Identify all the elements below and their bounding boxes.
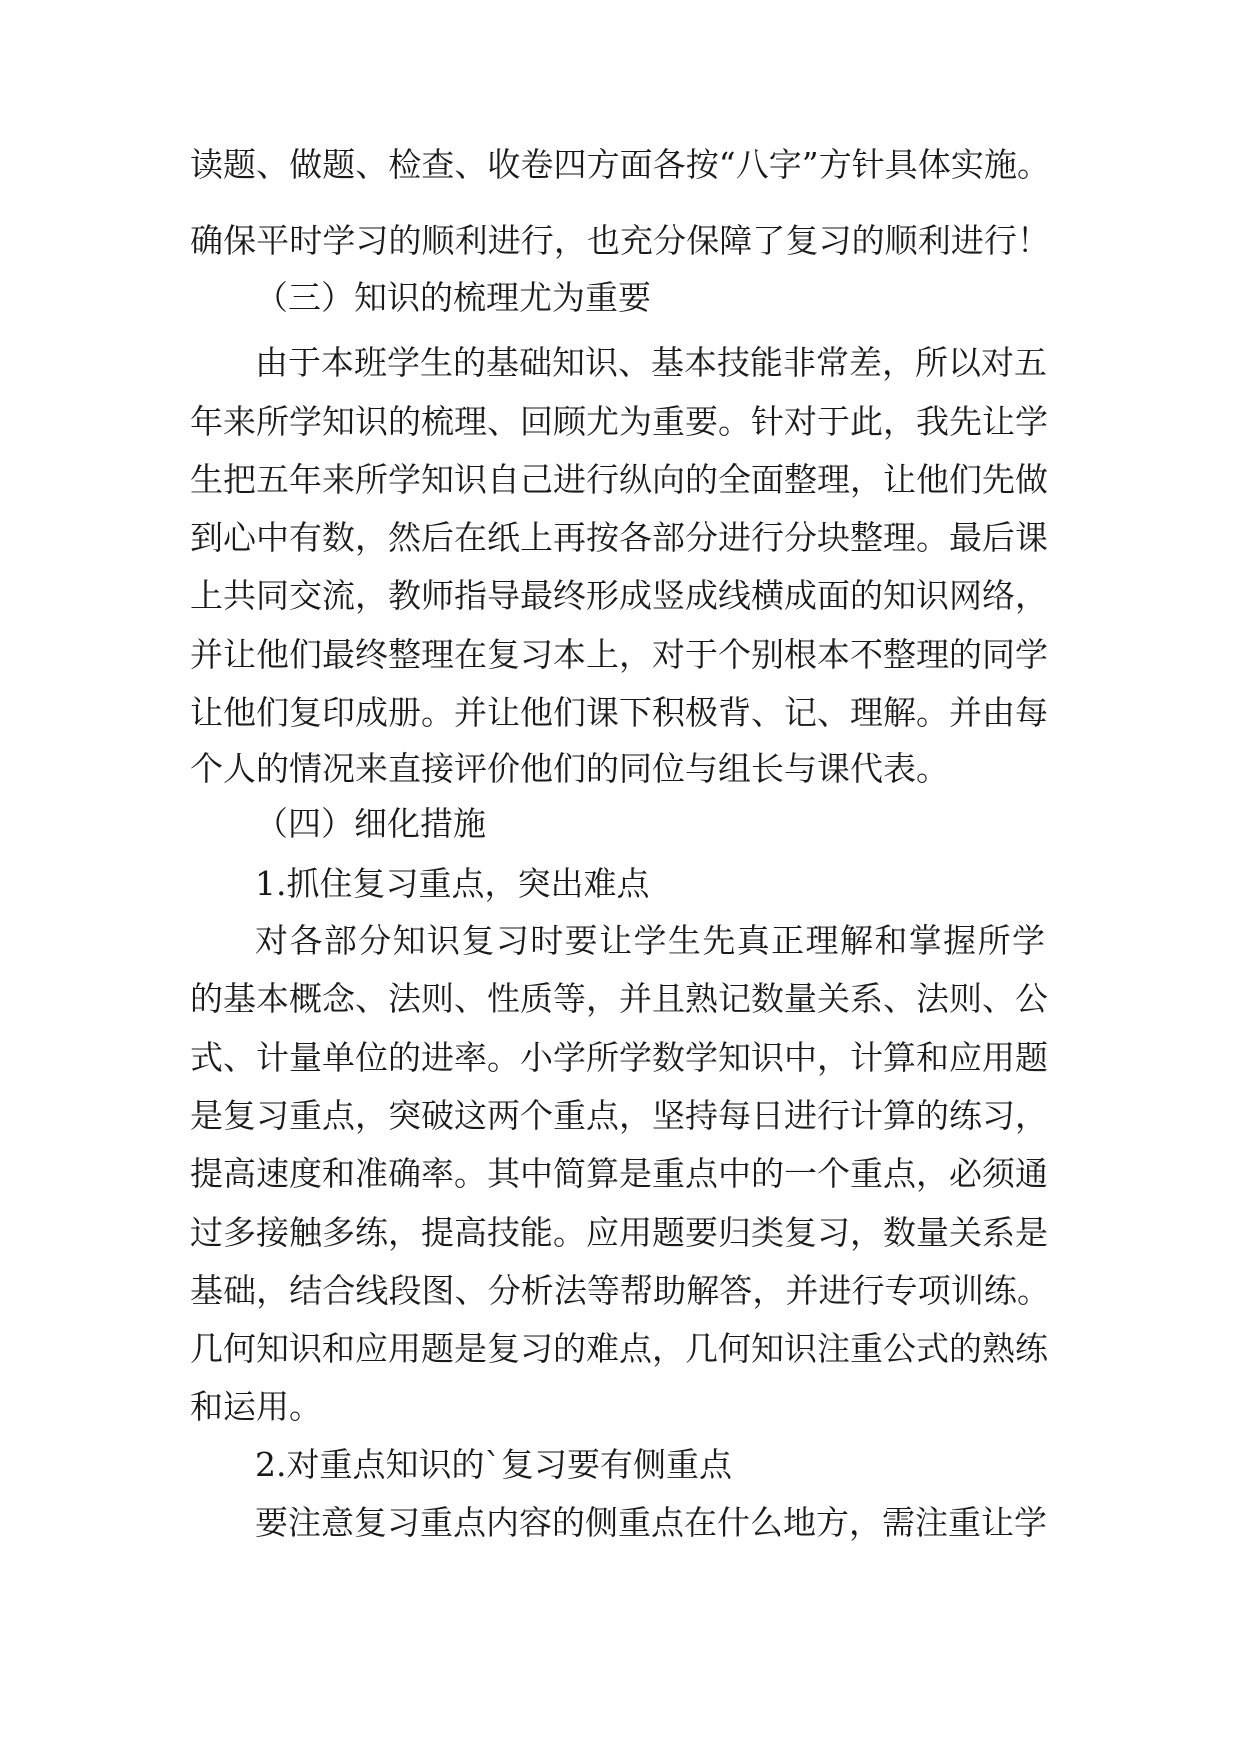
text-line: 是复习重点，突破这两个重点，坚持每日进行计算的练习， — [190, 1096, 1048, 1135]
text-line: 由于本班学生的基础知识、基本技能非常差，所以对五 — [255, 343, 1047, 382]
subsection-heading: 2.对重点知识的`复习要有侧重点 — [255, 1445, 732, 1484]
section-heading: （三）知识的梳理尤为重要 — [255, 278, 651, 317]
text-line: 年来所学知识的梳理、回顾尤为重要。针对于此，我先让学 — [190, 402, 1048, 441]
text-line: 到心中有数，然后在纸上再按各部分进行分块整理。最后课 — [190, 518, 1048, 557]
text-line: 生把五年来所学知识自己进行纵向的全面整理，让他们先做 — [190, 460, 1048, 499]
text-line: 提高速度和准确率。其中简算是重点中的一个重点，必须通 — [190, 1154, 1048, 1193]
section-heading: （四）细化措施 — [255, 804, 486, 843]
text-line: 过多接触多练，提高技能。应用题要归类复习，数量关系是 — [190, 1213, 1048, 1252]
text-line: 和运用。 — [190, 1387, 322, 1426]
text-line: 式、计量单位的进率。小学所学数学知识中，计算和应用题 — [190, 1038, 1048, 1077]
text-line: 并让他们最终整理在复习本上，对于个别根本不整理的同学 — [190, 635, 1048, 674]
text-line: 读题、做题、检查、收卷四方面各按“八字”方针具体实施。 — [190, 145, 1050, 184]
text-line: 的基本概念、法则、性质等，并且熟记数量关系、法则、公 — [190, 979, 1048, 1018]
subsection-heading: 1.抓住复习重点，突出难点 — [255, 864, 650, 903]
text-line: 要注意复习重点内容的侧重点在什么地方，需注重让学 — [255, 1503, 1047, 1542]
text-line: 基础，结合线段图、分析法等帮助解答，并进行专项训练。 — [190, 1271, 1050, 1310]
text-line: 对各部分知识复习时要让学生先真正理解和掌握所学 — [255, 921, 1045, 960]
text-line: 几何知识和应用题是复习的难点，几何知识注重公式的熟练 — [190, 1329, 1048, 1368]
text-line: 确保平时学习的顺利进行，也充分保障了复习的顺利进行！ — [190, 221, 1050, 260]
text-line: 个人的情况来直接评价他们的同位与组长与课代表。 — [190, 749, 949, 788]
text-line: 让他们复印成册。并让他们课下积极背、记、理解。并由每 — [190, 693, 1048, 732]
text-line: 上共同交流，教师指导最终形成竖成线横成面的知识网络， — [190, 576, 1048, 615]
